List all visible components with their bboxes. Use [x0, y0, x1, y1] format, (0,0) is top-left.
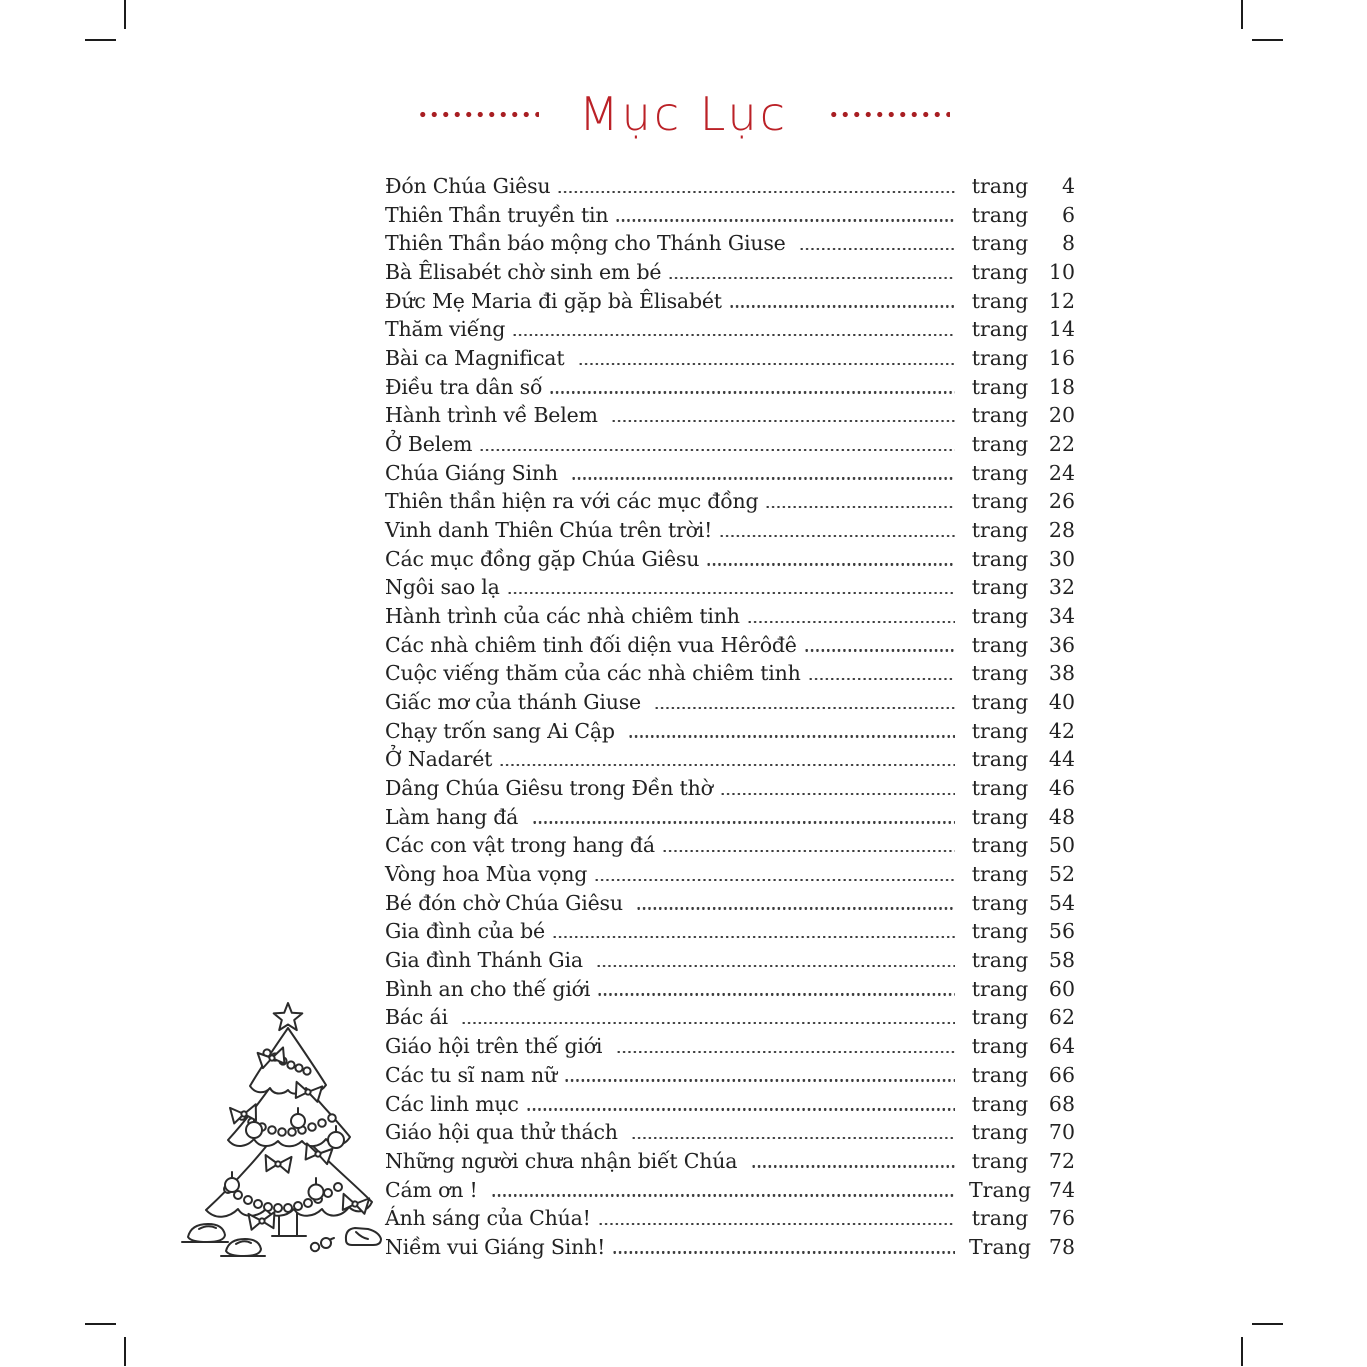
page-word: trang — [971, 403, 1029, 428]
page-number: 54 — [1048, 890, 1075, 915]
page-word: trang — [971, 1120, 1029, 1145]
toc-entry — [385, 373, 1075, 402]
page-word: trang — [971, 546, 1029, 571]
page-word: trang — [971, 776, 1029, 801]
dotted-leader — [552, 936, 955, 938]
toc-entry — [385, 659, 1075, 688]
toc-entry-title: Bà Êlisabét chờ sinh em bé — [385, 260, 662, 285]
dotted-leader — [596, 965, 955, 967]
page-number: 44 — [1048, 747, 1075, 772]
toc-entry-title: Thiên Thần truyền tin — [385, 202, 609, 227]
page-number: 70 — [1048, 1120, 1075, 1145]
toc-entry — [385, 803, 1075, 832]
dotted-leader — [578, 363, 955, 365]
page-number: 68 — [1048, 1091, 1075, 1116]
dotted-leader — [491, 1194, 955, 1196]
dotted-leader — [720, 793, 955, 795]
toc-entry — [385, 573, 1075, 602]
toc-entry — [385, 1204, 1075, 1233]
page-word: trang — [971, 460, 1029, 485]
page-word: trang — [971, 489, 1029, 514]
toc-entry — [385, 1176, 1075, 1205]
page-word: trang — [971, 804, 1029, 829]
dotted-line-right-decoration — [828, 111, 950, 118]
page-number: 42 — [1048, 718, 1075, 743]
page-number: 72 — [1048, 1148, 1075, 1173]
page-title: Mục Lục — [578, 87, 789, 141]
page-word: trang — [971, 432, 1029, 457]
toc-entry-title: Các linh mục — [385, 1091, 519, 1116]
page-word: trang — [971, 632, 1029, 657]
page-number: 26 — [1048, 489, 1075, 514]
toc-entry-title: Bình an cho thế giới — [385, 976, 591, 1001]
dotted-leader — [719, 535, 955, 537]
dotted-leader — [597, 993, 955, 995]
page-number: 32 — [1048, 575, 1075, 600]
page-number: 40 — [1048, 690, 1075, 715]
toc-entry — [385, 229, 1075, 258]
toc-entry-title: Cuộc viếng thăm của các nhà chiêm tinh — [385, 661, 801, 686]
page-number: 48 — [1048, 804, 1075, 829]
dotted-leader — [631, 1137, 955, 1139]
toc-entry-title: Cám ơn ! — [385, 1177, 484, 1202]
page-number: 38 — [1048, 661, 1075, 686]
page-number: 62 — [1048, 1005, 1075, 1030]
crop-mark — [124, 1337, 126, 1366]
toc-entry — [385, 602, 1075, 631]
page-number: 12 — [1048, 288, 1075, 313]
toc-entry-title: Niềm vui Giáng Sinh! — [385, 1234, 606, 1259]
toc-entry-title: Bài ca Magnificat — [385, 346, 571, 371]
toc-entry — [385, 688, 1075, 717]
dotted-leader — [507, 592, 955, 594]
toc-entry — [385, 1032, 1075, 1061]
page-number: 78 — [1048, 1234, 1075, 1259]
toc-entry — [385, 258, 1075, 287]
dotted-leader — [479, 449, 955, 451]
page-word: trang — [971, 1148, 1029, 1173]
page-word: trang — [971, 747, 1029, 772]
page-word: trang — [971, 317, 1029, 342]
dotted-leader — [564, 1079, 955, 1081]
toc-entry-title: Ánh sáng của Chúa! — [385, 1206, 591, 1231]
dotted-leader — [636, 907, 955, 909]
toc-entry — [385, 745, 1075, 774]
dotted-leader — [611, 420, 955, 422]
dotted-leader — [557, 191, 955, 193]
crop-mark — [85, 1323, 116, 1325]
page-number: 34 — [1048, 604, 1075, 629]
page-number: 14 — [1048, 317, 1075, 342]
page-word: trang — [971, 661, 1029, 686]
toc-entry — [385, 917, 1075, 946]
dotted-leader — [628, 735, 955, 737]
toc-entry-title: Giáo hội qua thử thách — [385, 1120, 625, 1145]
dotted-leader — [549, 391, 955, 393]
page-word: trang — [971, 1005, 1029, 1030]
page-number: 10 — [1048, 260, 1075, 285]
page-number: 58 — [1048, 948, 1075, 973]
page-number: 4 — [1061, 174, 1075, 198]
toc-entry — [385, 1090, 1075, 1119]
page-number: 60 — [1048, 976, 1075, 1001]
toc-list — [385, 172, 1075, 1262]
page-number: 22 — [1048, 432, 1075, 457]
toc-entry-title: Bé đón chờ Chúa Giêsu — [385, 890, 630, 915]
page-word: Trang — [968, 1177, 1031, 1202]
toc-entry-title: Giấc mơ của thánh Giuse — [385, 690, 648, 715]
page-word: trang — [971, 862, 1029, 887]
dotted-leader — [526, 1108, 955, 1110]
toc-entry — [385, 717, 1075, 746]
toc-entry-title: Đón Chúa Giêsu — [385, 174, 551, 198]
toc-entry-title: Gia đình Thánh Gia — [385, 948, 590, 973]
crop-mark — [1241, 1337, 1243, 1366]
dotted-leader — [662, 850, 955, 852]
toc-entry — [385, 1003, 1075, 1032]
toc-entry-title: Thăm viếng — [385, 317, 506, 342]
toc-entry-title: Hành trình của các nhà chiêm tinh — [385, 604, 740, 629]
page-word: trang — [971, 260, 1029, 285]
page-word: trang — [971, 346, 1029, 371]
toc-entry-title: Các tu sĩ nam nữ — [385, 1062, 558, 1087]
toc-entry-title: Những người chưa nhận biết Chúa — [385, 1148, 744, 1173]
page-number: 66 — [1048, 1062, 1075, 1087]
toc-entry — [385, 516, 1075, 545]
toc-entry — [385, 860, 1075, 889]
toc-entry — [385, 1147, 1075, 1176]
dotted-leader — [706, 563, 955, 565]
toc-entry-title: Thiên thần hiện ra với các mục đồng — [385, 489, 759, 514]
page-number: 24 — [1048, 460, 1075, 485]
toc-entry-title: Dâng Chúa Giêsu trong Đền thờ — [385, 776, 713, 801]
toc-entry — [385, 975, 1075, 1004]
page-word: trang — [971, 202, 1029, 227]
toc-entry — [385, 1118, 1075, 1147]
toc-entry — [385, 831, 1075, 860]
dotted-leader — [654, 707, 955, 709]
toc-entry — [385, 172, 1075, 201]
page-number: 8 — [1061, 231, 1075, 256]
page-word: trang — [971, 1206, 1029, 1231]
toc-entry — [385, 545, 1075, 574]
dotted-leader — [668, 277, 955, 279]
toc-entry-title: Gia đình của bé — [385, 919, 545, 944]
page-word: trang — [971, 1034, 1029, 1059]
dotted-leader — [729, 305, 955, 307]
page-number: 36 — [1048, 632, 1075, 657]
page-word: Trang — [968, 1234, 1031, 1259]
page-number: 16 — [1048, 346, 1075, 371]
dotted-leader — [808, 678, 955, 680]
toc-entry — [385, 459, 1075, 488]
toc-entry — [385, 889, 1075, 918]
toc-entry-title: Làm hang đá — [385, 804, 525, 829]
page-number: 50 — [1048, 833, 1075, 858]
dotted-leader — [751, 1165, 955, 1167]
dotted-leader — [499, 764, 955, 766]
page-word: trang — [971, 948, 1029, 973]
toc-entry — [385, 774, 1075, 803]
toc-entry-title: Vòng hoa Mùa vọng — [385, 862, 588, 887]
page-number: 20 — [1048, 403, 1075, 428]
dotted-leader — [804, 649, 955, 651]
toc-entry — [385, 315, 1075, 344]
toc-entry-title: Bác ái — [385, 1005, 455, 1030]
toc-entry — [385, 946, 1075, 975]
dotted-leader — [616, 1051, 955, 1053]
dotted-leader — [615, 219, 955, 221]
page-word: trang — [971, 374, 1029, 399]
page-word: trang — [971, 288, 1029, 313]
page-number: 56 — [1048, 919, 1075, 944]
page-word: trang — [971, 976, 1029, 1001]
page-word: trang — [971, 1062, 1029, 1087]
page-word: trang — [971, 604, 1029, 629]
header — [125, 74, 1242, 154]
page-word: trang — [971, 833, 1029, 858]
page-word: trang — [971, 1091, 1029, 1116]
page-word: trang — [971, 518, 1029, 543]
crop-mark — [1241, 0, 1243, 29]
dotted-leader — [747, 621, 955, 623]
page-word: trang — [971, 890, 1029, 915]
page-number: 46 — [1048, 776, 1075, 801]
page-word: trang — [971, 174, 1029, 198]
toc-entry — [385, 201, 1075, 230]
dotted-leader — [598, 1223, 955, 1225]
page-number: 30 — [1048, 546, 1075, 571]
toc-entry-title: Các mục đồng gặp Chúa Giêsu — [385, 546, 700, 571]
toc-entry — [385, 1061, 1075, 1090]
toc-entry-title: Chạy trốn sang Ai Cập — [385, 718, 622, 743]
toc-entry-title: Thiên Thần báo mộng cho Thánh Giuse — [385, 231, 792, 256]
toc-entry-title: Các nhà chiêm tinh đối diện vua Hêrôđê — [385, 632, 797, 657]
dotted-leader — [594, 879, 955, 881]
toc-entry — [385, 487, 1075, 516]
christmas-tree-illustration — [166, 1000, 398, 1266]
dotted-leader — [461, 1022, 955, 1024]
toc-entry-title: Ở Nadarét — [385, 747, 493, 772]
dotted-leader — [512, 334, 955, 336]
page-number: 76 — [1048, 1206, 1075, 1231]
page-number: 64 — [1048, 1034, 1075, 1059]
dotted-leader — [799, 248, 955, 250]
dotted-leader — [532, 821, 955, 823]
toc-entry-title: Ngôi sao lạ — [385, 575, 500, 600]
page-number: 6 — [1061, 202, 1075, 227]
page-number: 18 — [1048, 374, 1075, 399]
toc-entry — [385, 631, 1075, 660]
page-word: trang — [971, 690, 1029, 715]
crop-mark — [1252, 39, 1283, 41]
toc-entry-title: Các con vật trong hang đá — [385, 833, 655, 858]
toc-entry — [385, 401, 1075, 430]
toc-entry-title: Điều tra dân số — [385, 374, 543, 399]
page-number: 74 — [1048, 1177, 1075, 1202]
toc-entry — [385, 287, 1075, 316]
toc-entry — [385, 344, 1075, 373]
toc-entry — [385, 1233, 1075, 1262]
crop-mark — [124, 0, 126, 29]
page-number: 28 — [1048, 518, 1075, 543]
page-word: trang — [971, 231, 1029, 256]
toc-entry-title: Chúa Giáng Sinh — [385, 460, 565, 485]
crop-mark — [85, 39, 116, 41]
dotted-line-left-decoration — [417, 111, 539, 118]
toc-entry-title: Hành trình về Belem — [385, 403, 605, 428]
page-word: trang — [971, 919, 1029, 944]
page-word: trang — [971, 575, 1029, 600]
page-number: 52 — [1048, 862, 1075, 887]
toc-entry-title: Vinh danh Thiên Chúa trên trời! — [385, 518, 713, 543]
dotted-leader — [571, 477, 955, 479]
toc-entry-title: Giáo hội trên thế giới — [385, 1034, 609, 1059]
dotted-leader — [765, 506, 955, 508]
page-word: trang — [971, 718, 1029, 743]
toc-entry-title: Đức Mẹ Maria đi gặp bà Êlisabét — [385, 288, 722, 313]
dotted-leader — [612, 1251, 955, 1253]
toc-entry-title: Ở Belem — [385, 432, 473, 457]
crop-mark — [1252, 1323, 1283, 1325]
toc-entry — [385, 430, 1075, 459]
